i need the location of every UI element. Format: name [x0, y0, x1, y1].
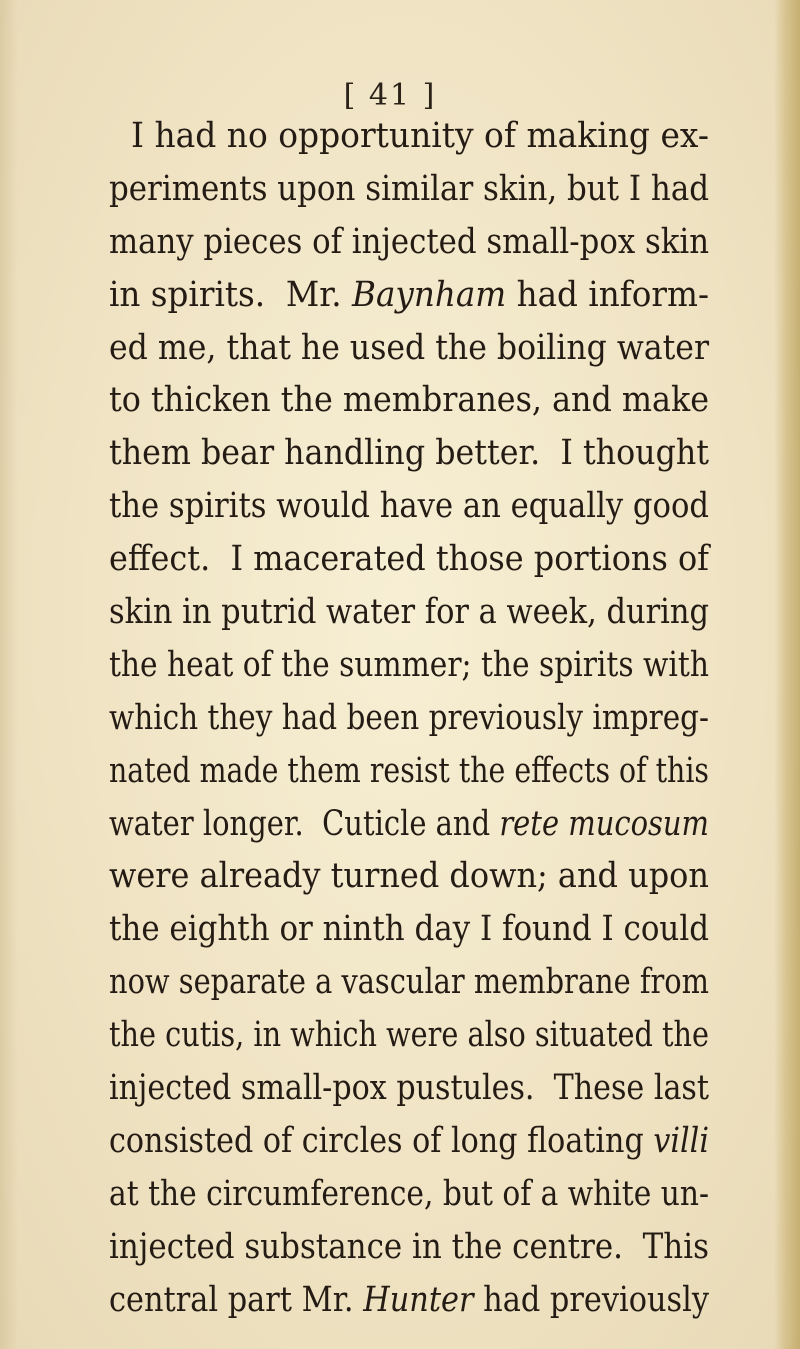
text-line: them bear handling better. I thought	[109, 433, 710, 474]
text-line: the cutis, in which were also situated the	[109, 1015, 709, 1056]
body-text	[109, 110, 709, 1326]
text-line: central part Mr. Hunter had previously	[109, 1279, 709, 1320]
text-line: the heat of the summer; the spirits with	[109, 644, 709, 685]
text-line: consisted of circles of long floating villi	[109, 1120, 709, 1161]
text-line: water longer. Cuticle and rete mucosum	[109, 803, 710, 844]
text-line: the eighth or ninth day I found I could	[109, 909, 709, 950]
text-line: to thicken the membranes, and make	[109, 380, 710, 421]
text-line: skin in putrid water for a week, during	[109, 592, 710, 633]
page-number: [ 41 ]	[343, 78, 437, 113]
italic-term: villi	[653, 1120, 709, 1161]
text-line: the spirits would have an equally good	[109, 486, 709, 527]
text-line: ed me, that he used the boiling water	[109, 327, 710, 368]
text-line: effect. I macerated those portions of	[109, 539, 709, 580]
text-line: nated made them resist the effects of this	[109, 750, 709, 791]
italic-name: Hunter	[363, 1279, 474, 1320]
page-gutter-shadow	[0, 0, 18, 1349]
page-edge-shadow	[774, 0, 800, 1349]
italic-name: Baynham	[351, 274, 507, 315]
text-line: many pieces of injected small-pox skin	[109, 221, 709, 262]
text-line: injected small-pox pustules. These last	[109, 1068, 710, 1109]
italic-term: rete mucosum	[499, 803, 710, 844]
text-line: in spirits. Mr. Baynham had inform-	[109, 274, 709, 315]
text-line: at the circumference, but of a white un-	[109, 1173, 709, 1214]
text-line: now separate a vascular membrane from	[109, 962, 709, 1003]
text-line: I had no opportunity of making ex-	[131, 116, 710, 156]
text-line: injected substance in the centre. This	[109, 1226, 709, 1267]
text-line: were already turned down; and upon	[109, 856, 709, 897]
text-line: which they had been previously impreg-	[109, 697, 709, 738]
text-line: periments upon similar skin, but I had	[109, 168, 710, 209]
